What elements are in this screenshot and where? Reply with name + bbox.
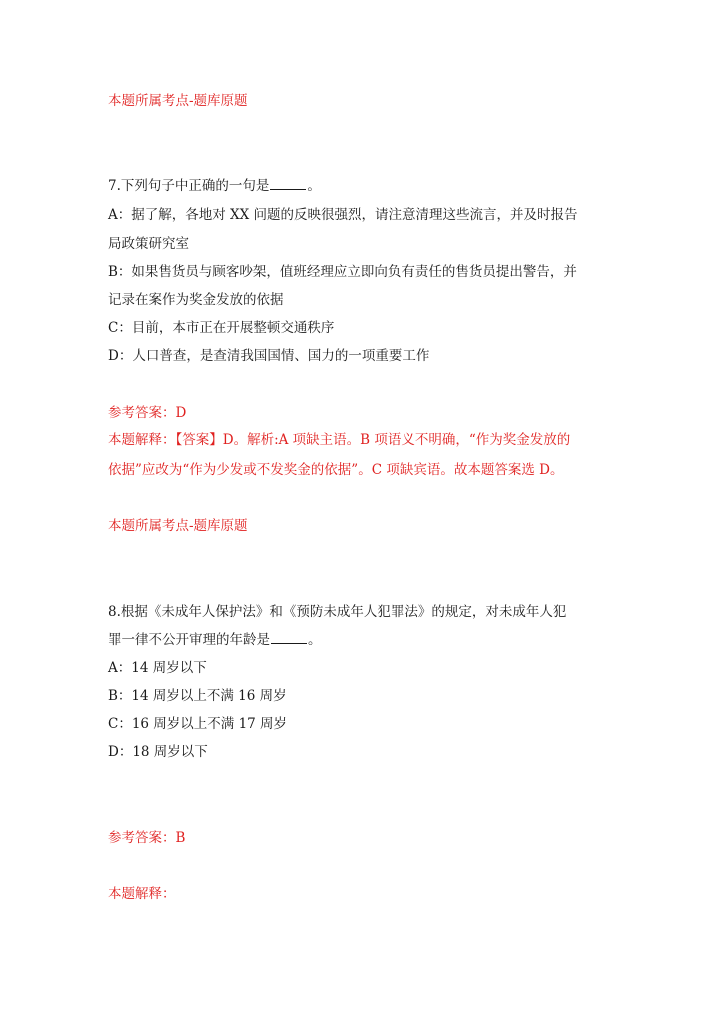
question-8-explanation: 本题解释：: [108, 886, 176, 902]
question-8-option-a: A：14 周岁以下: [108, 660, 207, 676]
question-8-option-b: B：14 周岁以上不满 16 周岁: [108, 688, 287, 704]
knowledge-point-tag: 本题所属考点-题库原题: [108, 93, 248, 109]
question-7-stem: [108, 176, 321, 196]
question-8-stem: 8.根据《未成年人保护法》和《预防未成年人犯罪法》的规定，对未成年人犯: [108, 604, 567, 620]
question-7-explanation-cont: 依据”应改为“作为少发或不发奖金的依据”。C 项缺宾语。故本题答案选 D。: [108, 462, 564, 478]
question-8-stem-cont: [108, 630, 322, 650]
answer-blank: [270, 177, 306, 190]
question-8-stem-text: 罪一律不公开审理的年龄是: [108, 632, 270, 648]
question-7-option-d: D：人口普查，是查清我国国情、国力的一项重要工作: [108, 348, 430, 364]
question-7-option-a: A：据了解，各地对 XX 问题的反映很强烈，请注意清理这些流言，并及时报告: [108, 207, 578, 223]
question-8-answer: 参考答案：B: [108, 830, 186, 846]
question-8-stem-end: 。: [308, 632, 322, 648]
question-7-option-b: B：如果售货员与顾客吵架，值班经理应立即向负有责任的售货员提出警告，并: [108, 264, 577, 280]
question-7-knowledge-tag: 本题所属考点-题库原题: [108, 518, 248, 534]
question-7-stem-end: 。: [307, 178, 321, 194]
question-8-option-c: C：16 周岁以上不满 17 周岁: [108, 716, 288, 732]
question-7-stem-text: 7.下列句子中正确的一句是: [108, 178, 270, 194]
question-7-option-b-cont: 记录在案作为奖金发放的依据: [108, 292, 284, 308]
question-7-option-a-cont: 局政策研究室: [108, 236, 189, 252]
question-7-explanation: 本题解释：【答案】D。解析:A 项缺主语。B 项语义不明确，“作为奖金发放的: [108, 432, 571, 448]
question-7-answer: 参考答案：D: [108, 405, 187, 421]
question-8-option-d: D：18 周岁以下: [108, 744, 208, 760]
answer-blank: [271, 631, 307, 644]
question-7-option-c: C：目前，本市正在开展整顿交通秩序: [108, 320, 335, 336]
